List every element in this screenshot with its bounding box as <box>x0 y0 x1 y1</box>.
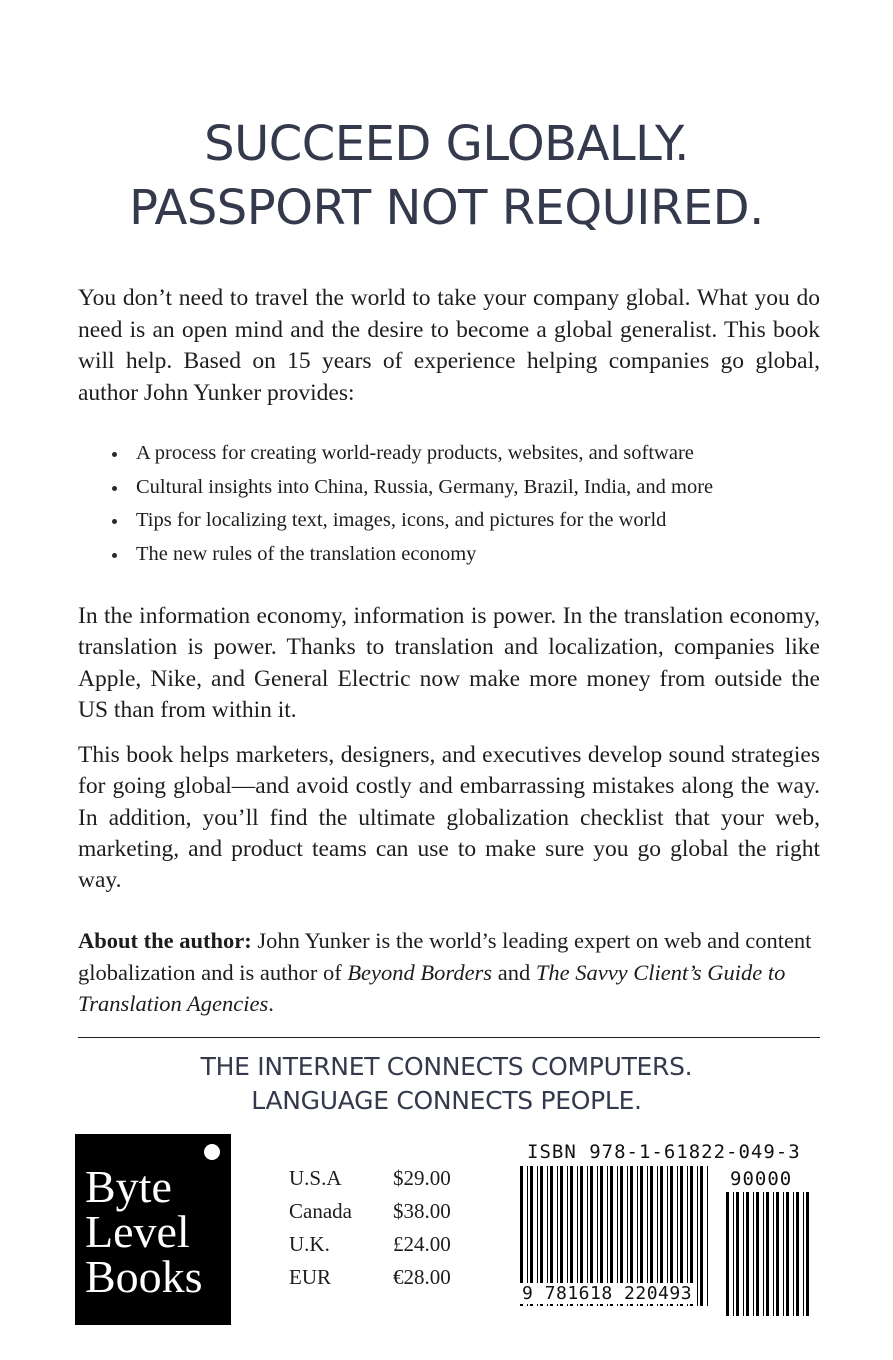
headline <box>0 112 893 240</box>
about-author-text-2: and <box>492 959 536 985</box>
list-item-text: The new rules of the translation economy <box>136 542 477 565</box>
tagline-line-1: THE INTERNET CONNECTS COMPUTERS. <box>200 1052 693 1081</box>
price-row <box>289 1261 451 1294</box>
about-author-paragraph <box>78 925 820 1020</box>
bullet-icon <box>112 486 117 491</box>
barcode-bar <box>726 1192 729 1316</box>
price-region: EUR <box>289 1265 331 1289</box>
publisher-name <box>85 1161 203 1302</box>
barcode-bar <box>733 1192 734 1316</box>
price-row <box>289 1228 451 1261</box>
list-item-text: A process for creating world-ready products, websites, and software <box>136 442 694 464</box>
barcode-bar <box>700 1166 703 1306</box>
list-item <box>108 538 828 572</box>
barcode-bar <box>806 1192 809 1316</box>
about-author-text-3: . <box>268 991 274 1016</box>
list-item <box>108 437 828 471</box>
publisher-name-line-3: Books <box>85 1251 203 1302</box>
bullet-icon <box>112 519 117 524</box>
bullet-icon <box>112 553 117 558</box>
feature-list <box>108 437 828 571</box>
barcode-bar <box>736 1192 739 1316</box>
headline-line-2: PASSPORT NOT REQUIRED. <box>129 180 764 236</box>
tagline <box>0 1050 893 1118</box>
logo-dot-icon <box>204 1144 220 1160</box>
barcode-bar <box>796 1192 799 1316</box>
barcode-bar <box>743 1192 744 1316</box>
barcode-digits: 9 781618 220493 <box>522 1283 693 1304</box>
price-region: U.S.A <box>289 1166 342 1190</box>
barcode-bar <box>793 1192 794 1316</box>
book-title-savvy-client: The Savvy Client’s Guide to Translation Agencies <box>78 959 786 1016</box>
price-region: U.K. <box>289 1232 330 1256</box>
about-author-text-1: John Yunker is the world’s leading expert on web and content globalization and is author of <box>78 928 812 985</box>
information-economy-paragraph: In the information economy, information is power. In the translation economy, translation is power. Thanks to translation and localization, companies like Apple, Nike, and General Electric now make more money from outside the US than from within it. <box>78 603 820 723</box>
barcode-bar <box>783 1192 784 1316</box>
list-item <box>108 471 828 505</box>
divider <box>78 1037 820 1038</box>
barcode-bar <box>766 1192 769 1316</box>
bullet-icon <box>112 452 117 457</box>
price-value: £24.00 <box>393 1232 451 1256</box>
barcode-bar <box>746 1192 749 1316</box>
barcode-bar <box>776 1192 779 1316</box>
list-item-text: Cultural insights into China, Russia, Germany, Brazil, India, and more <box>136 475 714 498</box>
barcode-addon-number: 90000 <box>730 1168 793 1190</box>
intro-paragraph: You don’t need to travel the world to take your company global. What you do need is an open mind and the desire to become a global generalist. This book will help. Based on 15 years of experience helping companies go global, author John Yunker provides: <box>78 285 820 406</box>
book-title-beyond-borders: Beyond Borders <box>347 959 493 985</box>
price-value: $38.00 <box>393 1199 451 1223</box>
publisher-name-line-2: Level <box>85 1206 190 1257</box>
barcode-bar <box>707 1166 708 1306</box>
list-item-text: Tips for localizing text, images, icons, and pictures for the world <box>136 509 667 531</box>
price-region: Canada <box>289 1199 352 1223</box>
barcode-bar <box>756 1192 759 1316</box>
publisher-logo <box>75 1134 231 1325</box>
barcode-bar <box>803 1192 804 1316</box>
price-value: €28.00 <box>393 1265 451 1289</box>
headline-line-1: SUCCEED GLOBALLY. <box>204 116 689 172</box>
price-table <box>289 1162 451 1294</box>
barcode-bar <box>786 1192 789 1316</box>
book-helps-paragraph: This book helps marketers, designers, and executives develop sound strategies for going global—and avoid costly and embarrassing mistakes along the way. In addition, you’ll find the ultimate globalization checklist that your web, marketing, and product teams can use to make sure you go global the right way. <box>78 742 820 894</box>
barcode-bar <box>763 1192 764 1316</box>
about-author-label: About the author: <box>78 928 252 953</box>
list-item <box>108 504 828 538</box>
barcode-bar <box>773 1192 774 1316</box>
price-value: $29.00 <box>393 1166 451 1190</box>
barcode-bar <box>697 1166 698 1306</box>
price-row <box>289 1162 451 1195</box>
price-row <box>289 1195 451 1228</box>
isbn-number: ISBN 978-1-61822-049-3 <box>527 1141 801 1163</box>
barcode-bar <box>753 1192 754 1316</box>
publisher-name-line-1: Byte <box>85 1161 172 1212</box>
tagline-line-2: LANGUAGE CONNECTS PEOPLE. <box>251 1086 642 1115</box>
